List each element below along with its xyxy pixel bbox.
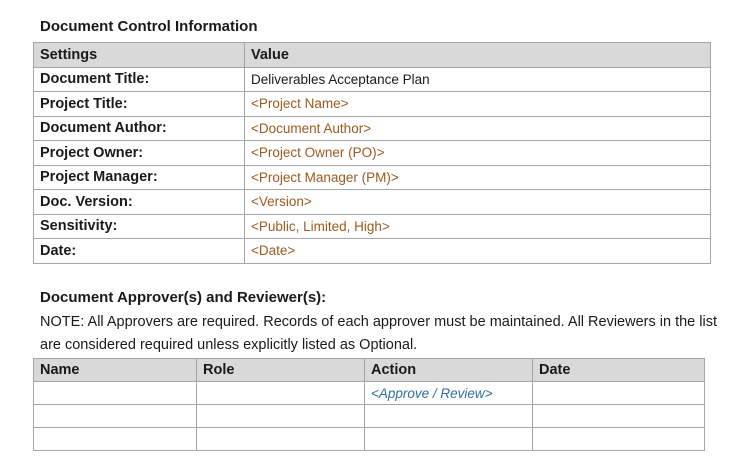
table-row: [34, 428, 705, 451]
table-row: [34, 214, 711, 239]
table-row: [34, 165, 711, 190]
column-header-settings: Settings: [34, 43, 245, 68]
table-row: [34, 190, 711, 215]
setting-value-doc-version: <Version>: [245, 190, 711, 215]
approver-action-cell[interactable]: [365, 428, 533, 451]
setting-value-project-title: <Project Name>: [245, 92, 711, 117]
setting-label-project-manager: Project Manager:: [34, 165, 245, 190]
approver-action-cell[interactable]: [365, 405, 533, 428]
document-control-table: [33, 42, 711, 264]
setting-label-document-author: Document Author:: [34, 116, 245, 141]
table-row: [34, 239, 711, 264]
table-row: [34, 116, 711, 141]
setting-label-document-title: Document Title:: [34, 67, 245, 92]
approver-date-cell[interactable]: [533, 405, 705, 428]
column-header-name: Name: [34, 359, 197, 382]
table-row: [34, 67, 711, 92]
setting-value-document-title: Deliverables Acceptance Plan: [245, 67, 711, 92]
table-header-row: [34, 43, 711, 68]
approvers-heading: Document Approver(s) and Reviewer(s):: [40, 289, 327, 306]
setting-label-project-owner: Project Owner:: [34, 141, 245, 166]
column-header-role: Role: [197, 359, 365, 382]
table-row: [34, 141, 711, 166]
column-header-value: Value: [245, 43, 711, 68]
setting-value-document-author: <Document Author>: [245, 116, 711, 141]
document-control-heading: Document Control Information: [40, 18, 258, 35]
setting-label-doc-version: Doc. Version:: [34, 190, 245, 215]
column-header-action: Action: [365, 359, 533, 382]
approver-role-cell[interactable]: [197, 428, 365, 451]
approver-date-cell[interactable]: [533, 382, 705, 405]
approver-role-cell[interactable]: [197, 382, 365, 405]
setting-value-sensitivity: <Public, Limited, High>: [245, 214, 711, 239]
approver-name-cell[interactable]: [34, 405, 197, 428]
column-header-date: Date: [533, 359, 705, 382]
setting-label-project-title: Project Title:: [34, 92, 245, 117]
table-row: [34, 405, 705, 428]
setting-value-project-manager: <Project Manager (PM)>: [245, 165, 711, 190]
setting-value-date: <Date>: [245, 239, 711, 264]
setting-label-date: Date:: [34, 239, 245, 264]
table-header-row: [34, 359, 705, 382]
setting-value-project-owner: <Project Owner (PO)>: [245, 141, 711, 166]
approver-name-cell[interactable]: [34, 428, 197, 451]
approvers-table: [33, 358, 705, 451]
table-row: [34, 382, 705, 405]
approver-date-cell[interactable]: [533, 428, 705, 451]
approver-role-cell[interactable]: [197, 405, 365, 428]
approver-action-cell[interactable]: <Approve / Review>: [365, 382, 533, 405]
table-row: [34, 92, 711, 117]
approver-name-cell[interactable]: [34, 382, 197, 405]
setting-label-sensitivity: Sensitivity:: [34, 214, 245, 239]
approvers-note: NOTE: All Approvers are required. Records of each approver must be maintained. All Reviewers in the list are considered required unless explicitly listed as Optional.: [40, 314, 717, 353]
